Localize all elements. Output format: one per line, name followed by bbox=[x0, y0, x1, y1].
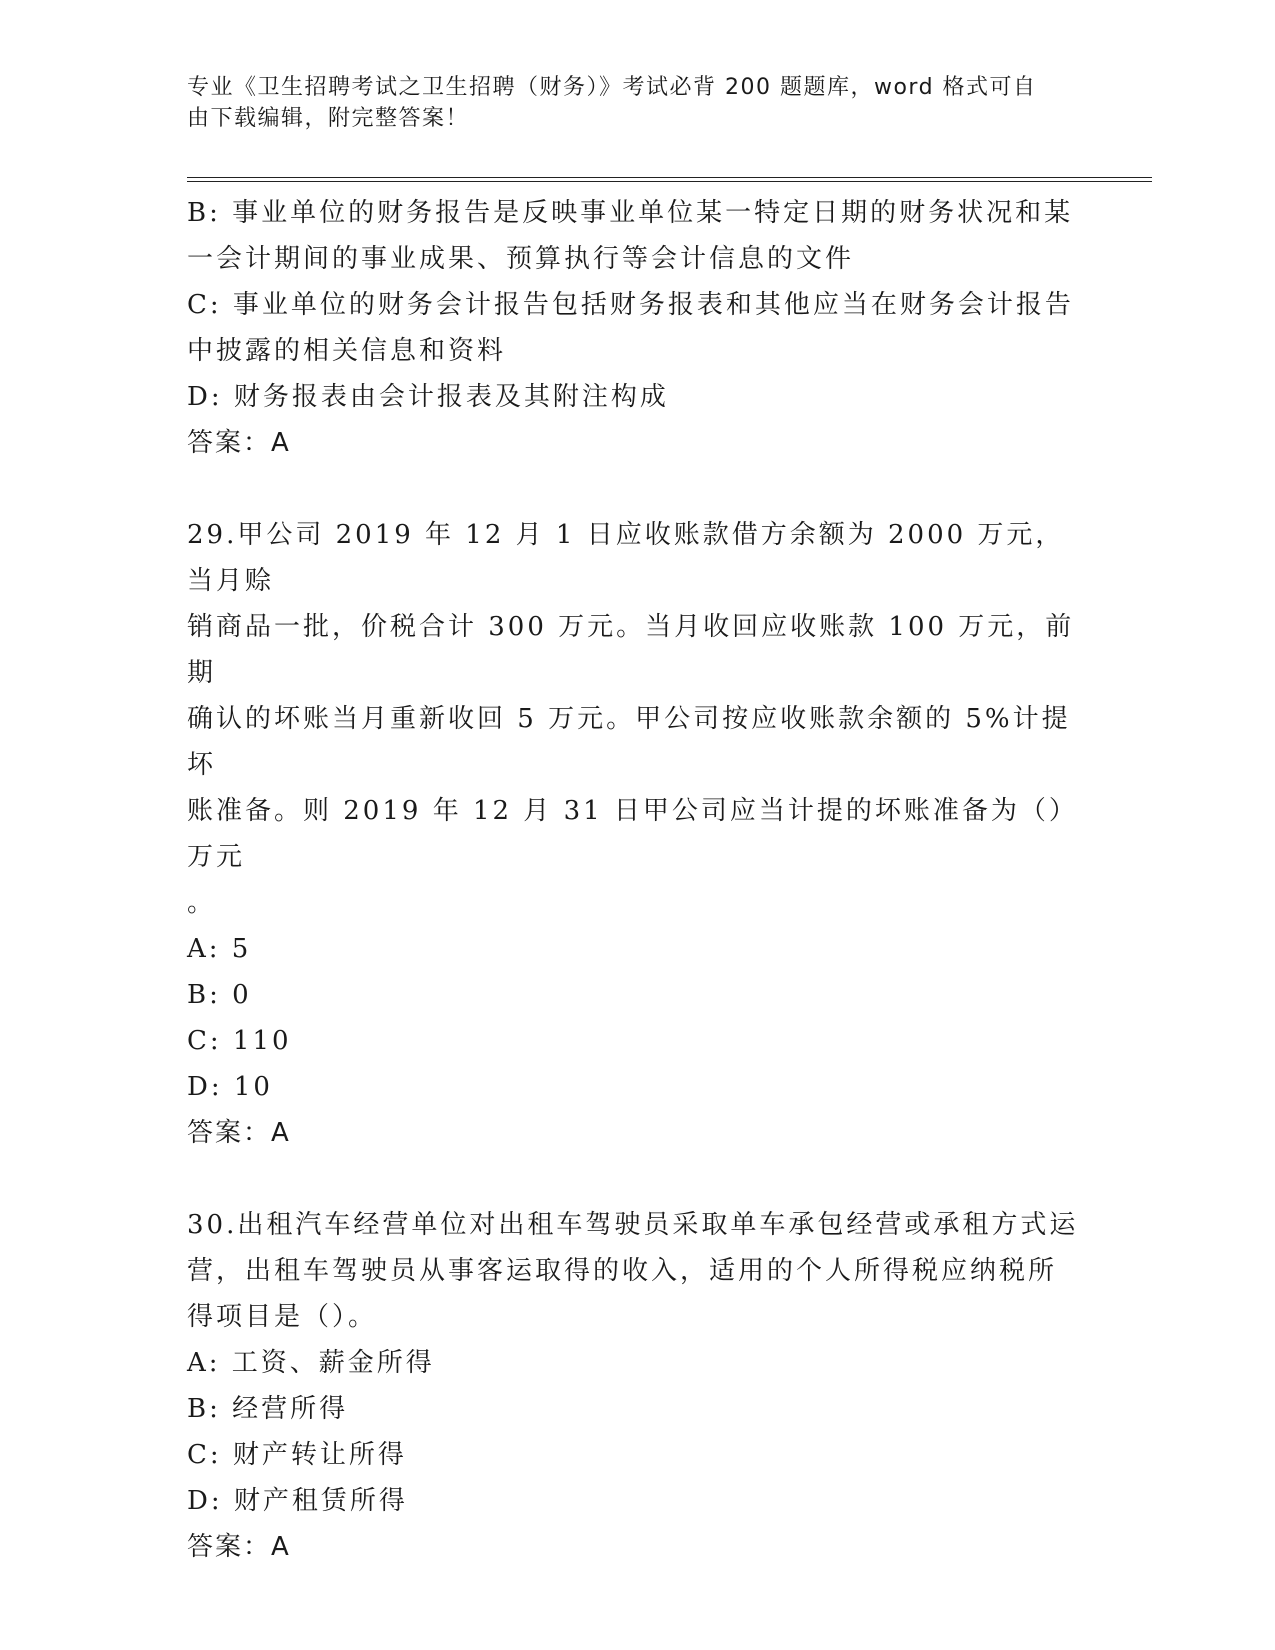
stem-line-1: 29.甲公司 2019 年 12 月 1 日应收账款借方余额为 2000 万元，当月赊 bbox=[187, 520, 1065, 596]
header-title-line-1: 专业《卫生招聘考试之卫生招聘（财务）》考试必背 200 题题库，word 格式可自 bbox=[187, 75, 1037, 100]
stem-line-3: 确认的坏账当月重新收回 5 万元。甲公司按应收账款余额的 5%计提坏 bbox=[187, 704, 1071, 780]
previous-question bbox=[187, 190, 1087, 466]
option-a: A: 工资、薪金所得 bbox=[187, 1348, 435, 1378]
question-29 bbox=[187, 512, 1087, 1156]
option-c-line-2: 中披露的相关信息和资料 bbox=[187, 336, 507, 366]
answer: 答案：A bbox=[187, 1118, 291, 1148]
spacer bbox=[187, 1156, 1087, 1202]
document-body bbox=[187, 190, 1087, 1570]
option-c-line-1: C: 事业单位的财务会计报告包括财务报表和其他应当在财务会计报告 bbox=[187, 290, 1074, 320]
stem-line-2: 营，出租车驾驶员从事客运取得的收入，适用的个人所得税应纳税所 bbox=[187, 1256, 1058, 1286]
option-c bbox=[187, 282, 1087, 374]
option-b: B: 0 bbox=[187, 980, 252, 1010]
option-b-line-1: B: 事业单位的财务报告是反映事业单位某一特定日期的财务状况和某 bbox=[187, 198, 1074, 228]
stem-line-4: 账准备。则 2019 年 12 月 31 日甲公司应当计提的坏账准备为（）万元 bbox=[187, 796, 1078, 872]
option-d: D: 财产租赁所得 bbox=[187, 1486, 408, 1516]
question-30 bbox=[187, 1202, 1087, 1570]
option-d: D: 10 bbox=[187, 1072, 273, 1102]
page-header bbox=[187, 72, 1087, 134]
option-b-line-2: 一会计期间的事业成果、预算执行等会计信息的文件 bbox=[187, 244, 855, 274]
stem-line-1: 30.出租汽车经营单位对出租车驾驶员采取单车承包经营或承租方式运 bbox=[187, 1210, 1079, 1240]
header-title-line-2: 由下载编辑，附完整答案！ bbox=[187, 106, 470, 131]
option-c: C: 110 bbox=[187, 1026, 292, 1056]
option-c: C: 财产转让所得 bbox=[187, 1440, 407, 1470]
stem-line-2: 销商品一批，价税合计 300 万元。当月收回应收账款 100 万元，前期 bbox=[187, 612, 1075, 688]
question-stem bbox=[187, 1202, 1087, 1340]
spacer bbox=[187, 466, 1087, 512]
answer: 答案：A bbox=[187, 428, 291, 458]
stem-line-5: 。 bbox=[187, 888, 217, 918]
question-stem bbox=[187, 512, 1087, 926]
answer: 答案：A bbox=[187, 1532, 291, 1562]
option-b bbox=[187, 190, 1087, 282]
header-divider bbox=[187, 177, 1152, 182]
option-d: D: 财务报表由会计报表及其附注构成 bbox=[187, 382, 669, 412]
option-a: A: 5 bbox=[187, 934, 252, 964]
option-b: B: 经营所得 bbox=[187, 1394, 349, 1424]
stem-line-3: 得项目是（）。 bbox=[187, 1302, 378, 1332]
